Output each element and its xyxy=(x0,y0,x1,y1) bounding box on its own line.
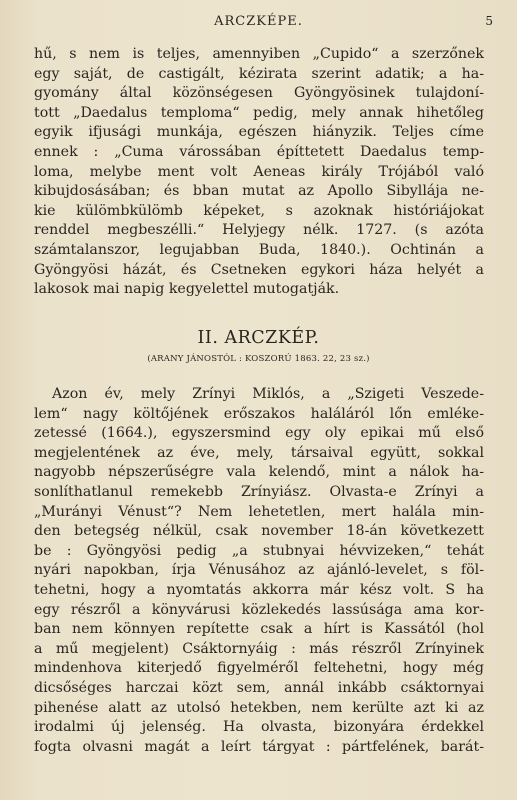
text-line: renddel megbeszélli.“ Helyjegy nélk. 1727. (s azóta xyxy=(34,222,484,239)
text-line: tott „Daedalus temploma“ pedig, mely annak hihetőleg xyxy=(34,104,484,121)
text-line: loma, melybe ment volt Aeneas király Trójából való xyxy=(34,163,484,180)
paragraph-main xyxy=(34,385,484,757)
section-heading: II. ARCZKÉP. xyxy=(197,328,320,348)
text-line: fogta olvasni magát a leírt tárgyat : pártfelének, barát- xyxy=(34,738,484,755)
text-line: kibujdosásában; és bban mutat az Apollo Sibyllája ne- xyxy=(34,183,484,200)
section-source-citation: (ARANY JÁNOSTÓL : KOSZORÚ 1863. 22, 23 sz.) xyxy=(147,354,370,364)
text-line: zetessé (1664.), egyszersmind egy oly epikai mű első xyxy=(34,425,484,442)
text-line: be : Gyöngyösi pedig „a stubnyai hévvizeken,“ tehát xyxy=(34,542,484,559)
text-line: ennek : „Cuma várossában építtetett Daedalus temp- xyxy=(34,143,484,160)
text-line: Azon év, mely Zrínyi Miklós, a „Szigeti Veszede- xyxy=(52,386,484,402)
text-line: sonlíthatlanul remekebb Zrínyiász. Olvasta-e Zrínyi a xyxy=(34,483,484,500)
text-line: pihenése alatt az utolsó hetekben, nem kerülte azt ki az xyxy=(34,699,484,716)
text-line: irodalmi új jelenség. Ha olvasta, bizonyára érdekkel xyxy=(34,719,484,736)
running-head xyxy=(0,14,517,34)
text-line: ban nem könnyen repítette csak a hírt is Kassától (hol xyxy=(34,621,484,638)
text-line: lakosok mai napig kegyelettel mutogatják. xyxy=(34,281,340,298)
text-line: dicsőséges harczai közt sem, annál inkább csáktornyai xyxy=(34,679,484,696)
text-line: nyári napokban, írja Vénusához az ajánló-levelet, s föl- xyxy=(34,562,484,579)
text-line: Gyöngyösi házát, és Csetneken egykori háza helyét a xyxy=(34,261,484,278)
text-line: egy részről a könyvárusi közlekedés lassúsága ama kor- xyxy=(34,601,484,618)
text-line: tehetni, hogy a nyomtatás akkorra már kész volt. S ha xyxy=(34,581,484,598)
text-line: egyik ifjusági munkája, egészen hiányzik. Teljes címe xyxy=(34,124,484,141)
text-line: nagyobb népszerűségre vala kelendő, mint a nálok ha- xyxy=(34,464,484,481)
text-line: megjelentének az éve, mely, társaival együtt, sokkal xyxy=(34,444,484,461)
page-number: 5 xyxy=(485,14,493,28)
text-line: den betegség nélkül, csak november 18-án következett xyxy=(34,523,484,540)
text-line: „Murányi Vénust“? Nem lehetetlen, mert halála min- xyxy=(34,503,484,520)
text-line: számtalanszor, legujabban Buda, 1840.). Ochtinán a xyxy=(34,241,484,258)
text-line: a mű megjelent) Csáktornyáig : más részről Zrínyinek xyxy=(34,640,484,657)
text-line: hű, s nem is teljes, amennyiben „Cupido“ a szerzőnek xyxy=(34,46,484,62)
text-line: mindenhova kiterjedő figyelméről feltehetni, hogy még xyxy=(34,660,484,677)
running-title: ARCZKÉPE. xyxy=(214,14,303,29)
text-line: kie külömbkülömb képeket, s azoknak históriájokat xyxy=(34,202,484,219)
text-line: gyomány által közönségesen Gyöngyösinek tulajdoní- xyxy=(34,85,484,102)
paragraph-continued xyxy=(34,45,484,300)
text-line: egy saját, de castigált, kézirata szerint adatik; a ha- xyxy=(34,65,484,82)
text-line: lem“ nagy költőjének erőszakos haláláról lőn emléke- xyxy=(34,405,484,422)
